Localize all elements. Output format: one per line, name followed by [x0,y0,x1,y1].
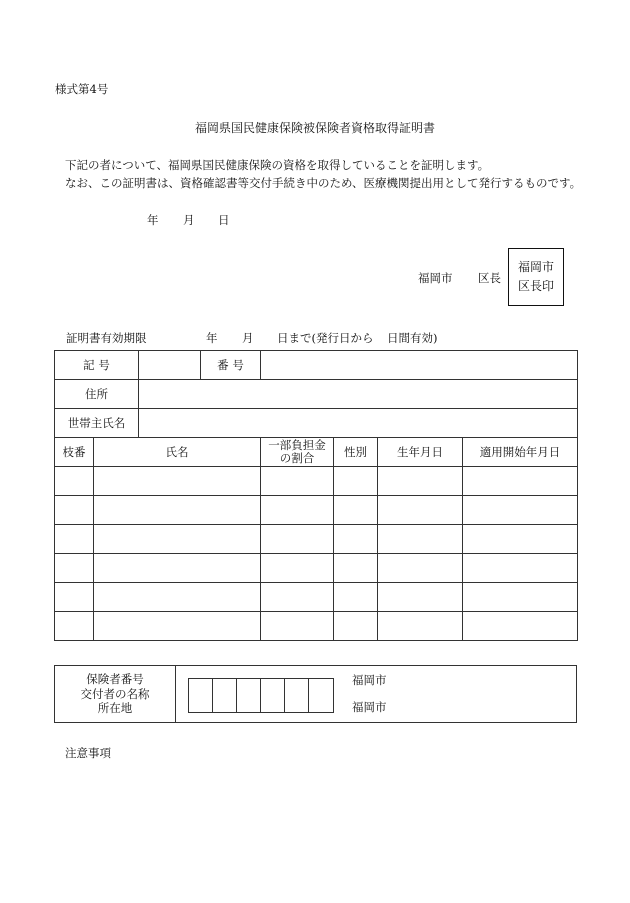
row-copay[interactable] [261,525,334,554]
address-value[interactable] [139,380,578,409]
issue-date-day: 日 [218,213,230,227]
document-title: 福岡県国民健康保険被保険者資格取得証明書 [194,121,435,135]
validity-month: 月 [242,331,254,345]
header-copay [261,438,334,467]
row-name[interactable] [94,554,261,583]
insurer-number-boxes [188,678,334,713]
household-head-value[interactable] [139,409,578,438]
row-start[interactable] [463,612,578,641]
row-copay[interactable] [261,612,334,641]
row-start[interactable] [463,525,578,554]
header-copay-line1: 一部負担金 [268,438,326,452]
row-name[interactable] [94,583,261,612]
issuer-box [54,665,577,723]
seal-line-1: 福岡市 [517,260,554,274]
symbol-number-row [55,351,578,380]
row-copay[interactable] [261,467,334,496]
row-sex[interactable] [334,496,378,525]
official-seal [508,248,564,306]
validity-year: 年 [206,331,218,345]
insurer-digit-box[interactable] [189,679,213,712]
number-label: 番 号 [201,351,261,380]
row-birth[interactable] [378,612,463,641]
row-name[interactable] [94,612,261,641]
header-branch: 枝番 [55,438,94,467]
row-copay[interactable] [261,496,334,525]
row-copay[interactable] [261,554,334,583]
header-birth: 生年月日 [378,438,463,467]
table-row [55,467,578,496]
issuer-location-label: 所在地 [97,701,133,716]
table-row [55,583,578,612]
insurer-number-label: 保険者番号 [86,672,144,687]
row-birth[interactable] [378,554,463,583]
insurer-digit-box[interactable] [213,679,237,712]
row-sex[interactable] [334,467,378,496]
row-start[interactable] [463,554,578,583]
header-sex: 性別 [334,438,378,467]
form-number: 様式第4号 [55,82,109,96]
issuer-name-label: 交付者の名称 [80,686,150,701]
insurer-digit-box[interactable] [237,679,261,712]
issue-date-year: 年 [147,213,159,227]
header-copay-line2: の割合 [279,451,315,465]
row-branch[interactable] [55,554,94,583]
seal-line-2: 区長印 [517,279,554,293]
usage-note: なお、この証明書は、資格確認書等交付手続き中のため、医療機関提出用として発行するものです。 [65,176,582,190]
row-branch[interactable] [55,525,94,554]
address-row [55,380,578,409]
row-name[interactable] [94,525,261,554]
issuer-location-value: 福岡市 [352,700,387,714]
issuer-labels [55,666,176,722]
row-name[interactable] [94,496,261,525]
row-birth[interactable] [378,467,463,496]
household-head-label: 世帯主氏名 [55,409,139,438]
issuer-name-value: 福岡市 [352,673,387,687]
row-copay[interactable] [261,583,334,612]
symbol-label: 記 号 [55,351,139,380]
row-start[interactable] [463,583,578,612]
issue-date-month: 月 [183,213,195,227]
insurer-digit-box[interactable] [285,679,309,712]
row-start[interactable] [463,467,578,496]
symbol-value[interactable] [139,351,201,380]
row-branch[interactable] [55,496,94,525]
row-sex[interactable] [334,583,378,612]
column-header-row [55,438,578,467]
table-row [55,496,578,525]
number-value[interactable] [261,351,578,380]
row-branch[interactable] [55,583,94,612]
insurer-digit-box[interactable] [309,679,333,712]
validity-until: 日まで(発行日から [277,331,374,345]
row-name[interactable] [94,467,261,496]
row-birth[interactable] [378,496,463,525]
validity-days: 日間有効) [387,331,438,345]
header-name: 氏名 [94,438,261,467]
table-row [55,554,578,583]
address-label: 住所 [55,380,139,409]
table-row [55,525,578,554]
notes-heading: 注意事項 [65,746,111,760]
signer-title: 区長 [478,271,501,285]
row-start[interactable] [463,496,578,525]
member-table [54,350,578,641]
row-branch[interactable] [55,467,94,496]
household-head-row [55,409,578,438]
row-birth[interactable] [378,525,463,554]
row-sex[interactable] [334,554,378,583]
row-branch[interactable] [55,612,94,641]
validity-label: 証明書有効期限 [66,331,147,345]
header-start: 適用開始年月日 [463,438,578,467]
table-row [55,612,578,641]
row-birth[interactable] [378,583,463,612]
row-sex[interactable] [334,612,378,641]
signer-city: 福岡市 [418,271,453,285]
certification-statement: 下記の者について、福岡県国民健康保険の資格を取得していることを証明します。 [65,158,490,172]
insurer-digit-box[interactable] [261,679,285,712]
row-sex[interactable] [334,525,378,554]
